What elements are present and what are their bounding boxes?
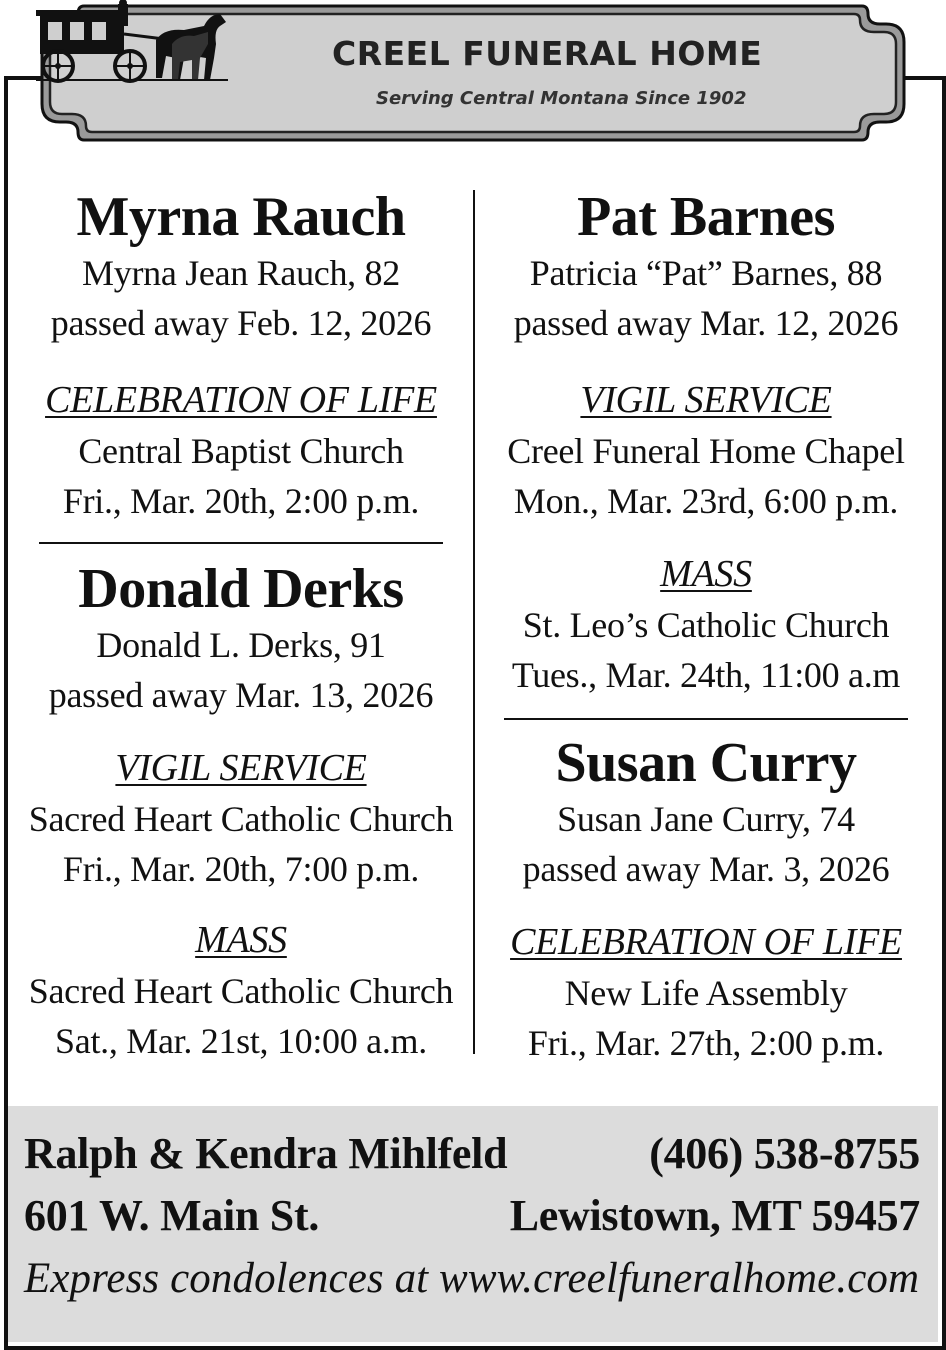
- left-column: [10, 186, 472, 1066]
- service-location: Central Baptist Church: [78, 431, 404, 471]
- service-type: MASS: [195, 919, 287, 961]
- obituary-entry: [476, 732, 936, 1068]
- service-type: VIGIL SERVICE: [580, 379, 832, 421]
- service-location: New Life Assembly: [564, 973, 848, 1013]
- column-divider: [473, 190, 475, 1054]
- service-time: Fri., Mar. 27th, 2:00 p.m.: [527, 1023, 885, 1063]
- contact-footer: [8, 1106, 938, 1342]
- date-of-passing: passed away Mar. 12, 2026: [513, 303, 899, 343]
- business-name: CREEL FUNERAL HOME: [332, 34, 763, 73]
- phone-number[interactable]: (406) 538-8755: [649, 1129, 920, 1178]
- deceased-name: Susan Curry: [555, 732, 857, 794]
- full-name-age: Donald L. Derks, 91: [96, 625, 386, 665]
- service-type: VIGIL SERVICE: [115, 747, 367, 789]
- deceased-name: Myrna Rauch: [76, 186, 406, 248]
- service-time: Sat., Mar. 21st, 10:00 a.m.: [55, 1021, 427, 1061]
- service-time: Tues., Mar. 24th, 11:00 a.m: [511, 655, 901, 695]
- date-of-passing: passed away Mar. 3, 2026: [522, 849, 890, 889]
- deceased-name: Pat Barnes: [577, 186, 835, 248]
- service-time: Mon., Mar. 23rd, 6:00 p.m.: [513, 481, 899, 521]
- full-name-age: Myrna Jean Rauch, 82: [82, 253, 400, 293]
- header-banner: [34, 0, 912, 146]
- service-location: Creel Funeral Home Chapel: [507, 431, 905, 471]
- horse-drawn-hearse-icon: [34, 0, 230, 84]
- service-location: Sacred Heart Catholic Church: [28, 971, 454, 1011]
- obituary-entry: [476, 186, 936, 700]
- date-of-passing: passed away Mar. 13, 2026: [48, 675, 434, 715]
- service-type: CELEBRATION OF LIFE: [45, 379, 437, 421]
- full-name-age: Patricia “Pat” Barnes, 88: [529, 253, 883, 293]
- street-address: 601 W. Main St.: [24, 1191, 320, 1240]
- service-location: Sacred Heart Catholic Church: [28, 799, 454, 839]
- service-type: CELEBRATION OF LIFE: [510, 921, 902, 963]
- deceased-name: Donald Derks: [78, 558, 404, 620]
- service-location: St. Leo’s Catholic Church: [522, 605, 890, 645]
- service-time: Fri., Mar. 20th, 2:00 p.m.: [62, 481, 420, 521]
- condolences-link[interactable]: Express condolences at www.creelfuneralhome.com: [24, 1255, 920, 1302]
- service-time: Fri., Mar. 20th, 7:00 p.m.: [62, 849, 420, 889]
- owners-name: Ralph & Kendra Mihlfeld: [24, 1129, 508, 1178]
- right-column: [476, 186, 936, 1068]
- date-of-passing: passed away Feb. 12, 2026: [50, 303, 432, 343]
- obituary-entry: [10, 186, 472, 526]
- business-tagline: Serving Central Montana Since 1902: [376, 88, 747, 109]
- obituary-entry: [10, 558, 472, 1066]
- city-state-zip: Lewistown, MT 59457: [509, 1191, 920, 1240]
- full-name-age: Susan Jane Curry, 74: [557, 799, 855, 839]
- service-type: MASS: [660, 553, 752, 595]
